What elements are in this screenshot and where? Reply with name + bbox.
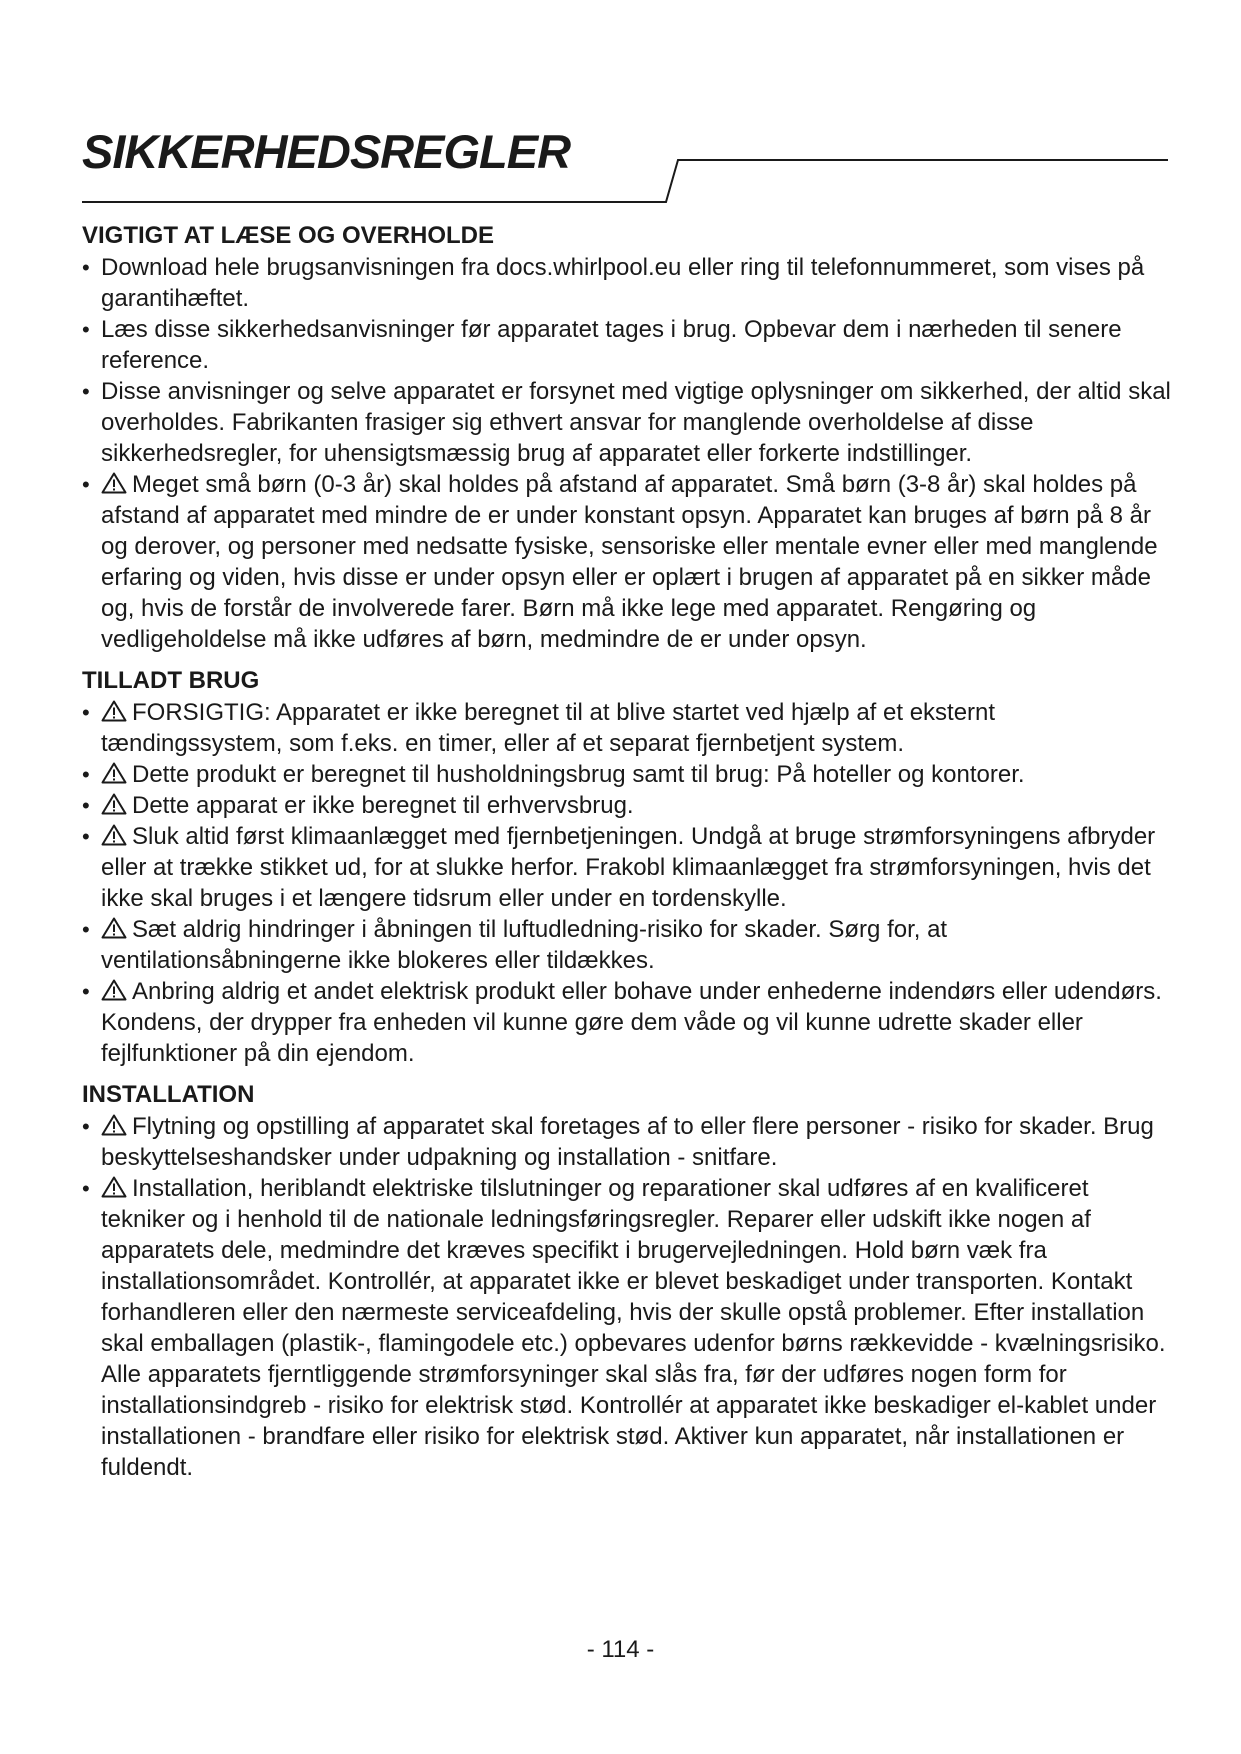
list-item-text: Dette apparat er ikke beregnet til erhvervsbrug.: [132, 792, 634, 819]
warning-triangle-icon: [101, 1113, 127, 1135]
list-item: [82, 1111, 1172, 1173]
list-item-text: Sluk altid først klimaanlægget med fjernbetjeningen. Undgå at bruge strømforsyningens afbryder eller at trække stikket ud, for at slukke herfor. Frakobl klimaanlægget fra strømforsyningen, hvis det ikke skal bruges i et længere tidsrum eller under en tordenskylle.: [101, 823, 1156, 912]
section-heading: TILLADT BRUG: [82, 667, 260, 694]
title-underline: [82, 150, 1172, 205]
warning-triangle-icon: [101, 471, 127, 493]
list-item-text: Anbring aldrig et andet elektrisk produkt eller bohave under enhederne indendørs eller udendørs. Kondens, der drypper fra enheden vil kunne gøre dem våde og vil kunne udrette skader eller fejlfunktioner på din ejendom.: [101, 978, 1162, 1067]
page-title: SIKKERHEDSREGLER: [82, 125, 571, 178]
warning-triangle-icon: [101, 699, 127, 721]
list-item-text: Disse anvisninger og selve apparatet er forsynet med vigtige oplysninger om sikkerhed, der altid skal overholdes. Fabrikanten frasiger sig ethvert ansvar for manglende overholdelse af disse sikkerhedsregler, for uhensigtsmæssig brug af apparatet eller forkerte indstillinger.: [101, 378, 1171, 467]
list-item: [82, 759, 1172, 790]
list-item-text: Flytning og opstilling af apparatet skal foretages af to eller flere personer - risiko for skader. Brug beskyttelseshandsker under udpakning og installation - snitfare.: [101, 1113, 1154, 1171]
list-item: [82, 790, 1172, 821]
bullet-icon: •: [82, 1114, 90, 1139]
bullet-icon: •: [82, 700, 90, 725]
list-item: [82, 976, 1172, 1069]
list-item-text: Sæt aldrig hindringer i åbningen til luftudledning-risiko for skader. Sørg for, at ventilationsåbningerne ikke blokeres eller tildækkes.: [101, 916, 948, 974]
section-heading: INSTALLATION: [82, 1081, 255, 1108]
section: [82, 222, 1172, 655]
bullet-icon: •: [82, 979, 90, 1004]
bullet-icon: •: [82, 379, 90, 404]
bullet-list: [82, 697, 1172, 1069]
list-item-text: Læs disse sikkerhedsanvisninger før apparatet tages i brug. Opbevar dem i nærheden til senere reference.: [101, 316, 1122, 374]
bullet-icon: •: [82, 255, 90, 280]
bullet-icon: •: [82, 824, 90, 849]
list-item: [82, 252, 1172, 314]
warning-triangle-icon: [101, 1175, 127, 1197]
list-item: [82, 376, 1172, 469]
bullet-list: [82, 252, 1172, 655]
list-item-text: FORSIGTIG: Apparatet er ikke beregnet til at blive startet ved hjælp af et eksternt tændingssystem, som f.eks. en timer, eller af et separat fjernbetjent system.: [101, 699, 996, 757]
list-item-text: Dette produkt er beregnet til husholdningsbrug samt til brug: På hoteller og kontorer.: [132, 761, 1025, 788]
list-item: [82, 914, 1172, 976]
bullet-list: [82, 1111, 1172, 1483]
section: [82, 667, 1172, 1069]
list-item: [82, 1173, 1172, 1483]
warning-triangle-icon: [101, 823, 127, 845]
list-item: [82, 469, 1172, 655]
list-item: [82, 821, 1172, 914]
list-item: [82, 697, 1172, 759]
page-number: - 114 -: [586, 1636, 655, 1663]
list-item-text: Installation, heriblandt elektriske tilslutninger og reparationer skal udføres af en kvalificeret tekniker og i henhold til de nationale ledningsføringsregler. Reparer eller udskift ikke nogen af apparatets dele, medmindre det kræves specifikt i brugervejledningen. Hold børn væk fra installationsområdet. Kontrollér, at apparatet ikke er blevet beskadiget under transporten. Kontakt forhandleren eller den nærmeste serviceafdeling, hvis der skulle opstå problemer. Efter installation skal emballagen (plastik-, flamingodele etc.) opbevares udenfor børns rækkevidde - kvælningsrisiko. Alle apparatets fjerntliggende strømforsyninger skal slås fra, før der udføres nogen form for installationsindgreb - risiko for elektrisk stød. Kontrollér at apparatet ikke beskadiger el-kablet under installationen - brandfare eller risiko for elektrisk stød. Aktiver kun apparatet, når installationen er fuldendt.: [101, 1175, 1166, 1481]
bullet-icon: •: [82, 317, 90, 342]
warning-triangle-icon: [101, 916, 127, 938]
list-item-text: Download hele brugsanvisningen fra docs.whirlpool.eu eller ring til telefonnummeret, som vises på garantihæftet.: [101, 254, 1145, 312]
warning-triangle-icon: [101, 761, 127, 783]
warning-triangle-icon: [101, 792, 127, 814]
section: [82, 1081, 1172, 1483]
bullet-icon: •: [82, 793, 90, 818]
safety-content: [82, 222, 1172, 1483]
bullet-icon: •: [82, 917, 90, 942]
list-item: [82, 314, 1172, 376]
bullet-icon: •: [82, 472, 90, 497]
list-item-text: Meget små børn (0-3 år) skal holdes på afstand af apparatet. Små børn (3-8 år) skal holdes på afstand af apparatet med mindre de er under konstant opsyn. Apparatet kan bruges af børn på 8 år og derover, og personer med nedsatte fysiske, sensoriske eller mentale evner eller med manglende erfaring og viden, hvis disse er under opsyn eller er oplært i brugen af apparatet på en sikker måde og, hvis de forstår de involverede farer. Børn må ikke lege med apparatet. Rengøring og vedligeholdelse må ikke udføres af børn, medmindre de er under opsyn.: [101, 471, 1158, 653]
warning-triangle-icon: [101, 978, 127, 1000]
bullet-icon: •: [82, 762, 90, 787]
section-heading: VIGTIGT AT LÆSE OG OVERHOLDE: [82, 222, 495, 249]
bullet-icon: •: [82, 1176, 90, 1201]
